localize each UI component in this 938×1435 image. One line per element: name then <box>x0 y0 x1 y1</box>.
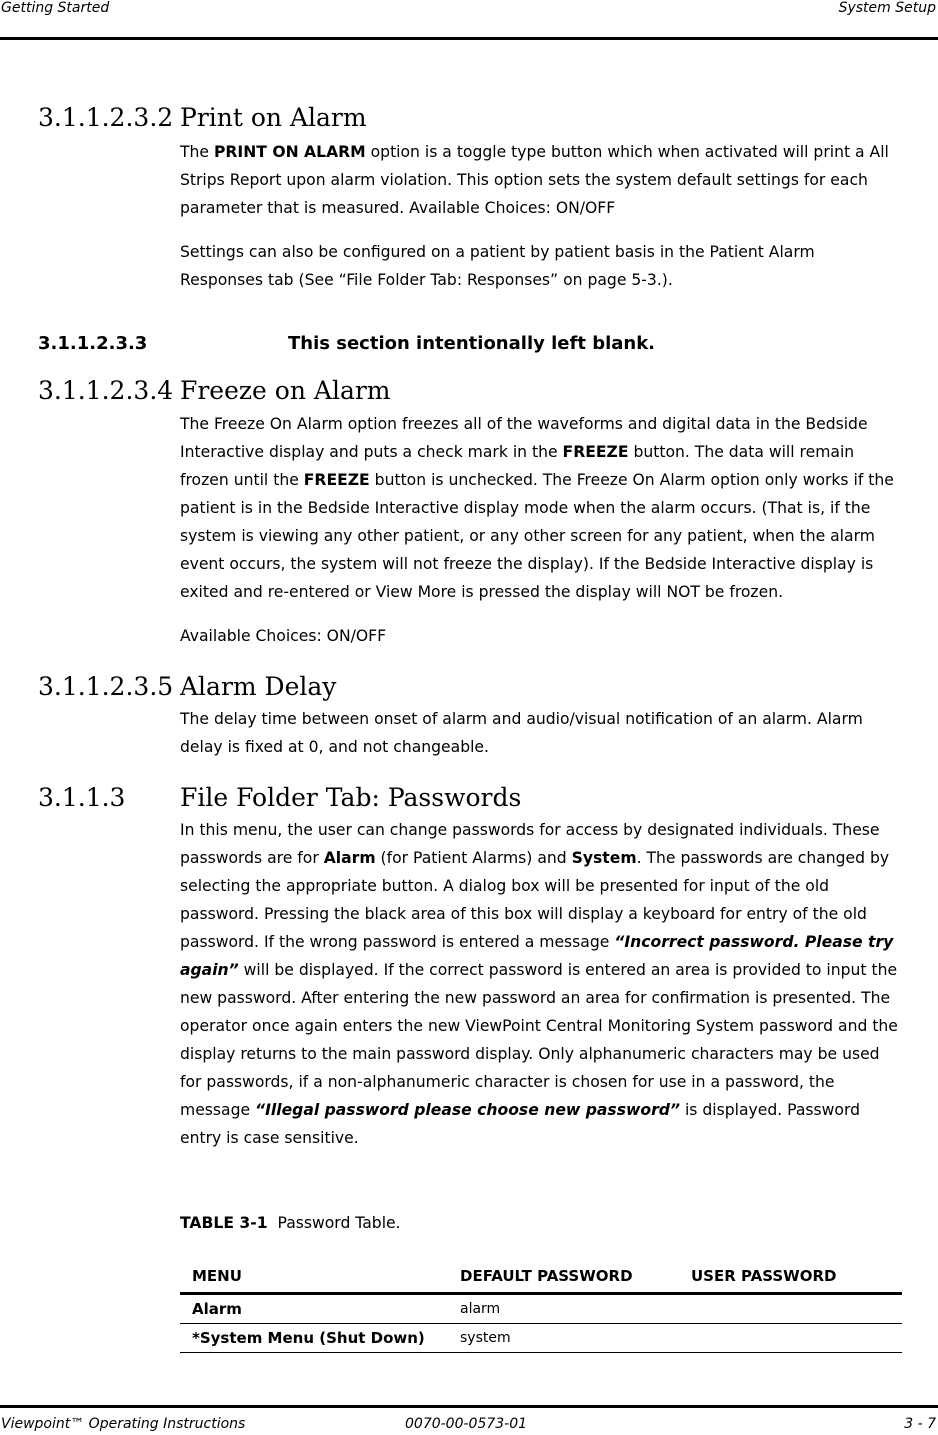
section-title: Print on Alarm <box>180 103 367 132</box>
table-cell <box>679 1294 902 1324</box>
section-number: 3.1.1.2.3.3 <box>38 333 148 354</box>
column-header: DEFAULT PASSWORD <box>448 1260 679 1294</box>
paragraph: In this menu, the user can change passwords for access by designated individuals. These passwords are for Alarm (for Patient Alarms) and System. The passwords are changed by selecting the appropriate button. A dialog box will be presented for input of the old password. Pressing the black area of this box will display a keyboard for entry of the old password. If the wrong password is entered a message “Incorrect password. Please try again” will be displayed. If the correct password is entered an area is provided to input the new password. After entering the new password an area for confirmation is presented. The operator once again enters the new ViewPoint Central Monitoring System password and the display returns to the main password display. Only alphanumeric characters may be used for passwords, if a non-alphanumeric character is chosen for use in a password, the message “Illegal password please choose new password” is displayed. Password entry is case sensitive. <box>180 821 898 1147</box>
password-table <box>180 1260 902 1353</box>
section-title: File Folder Tab: Passwords <box>180 783 522 812</box>
paragraph: Settings can also be configured on a patient by patient basis in the Patient Alarm Responses tab (See “File Folder Tab: Responses” on page 5-3.). <box>180 243 815 289</box>
section-number: 3.1.1.2.3.2 <box>38 103 174 132</box>
table-caption: TABLE 3-1 Password Table. <box>180 1214 401 1232</box>
footer-manual-title: Viewpoint™ Operating Instructions <box>1 1416 246 1432</box>
section-number: 3.1.1.2.3.4 <box>38 376 174 405</box>
page-number: 3 - 7 <box>904 1416 936 1432</box>
section-title: Freeze on Alarm <box>180 376 391 405</box>
page-footer <box>0 1405 938 1435</box>
table-header-row <box>180 1260 902 1294</box>
column-header: USER PASSWORD <box>679 1260 902 1294</box>
section-title: This section intentionally left blank. <box>288 333 656 354</box>
section-title: Alarm Delay <box>180 672 337 701</box>
table-row <box>180 1294 902 1324</box>
footer-part-number: 0070-00-0573-01 <box>405 1416 528 1432</box>
column-header: MENU <box>180 1260 448 1294</box>
header-section: System Setup <box>838 0 936 16</box>
paragraph: The Freeze On Alarm option freezes all of the waveforms and digital data in the Bedside Interactive display and puts a check mark in the FREEZE button. The data will remain frozen until the FREEZE button is unchecked. The Freeze On Alarm option only works if the patient is in the Bedside Interactive display mode when the alarm occurs. (That is, if the system is viewing any other patient, or any other screen for any patient, when the alarm event occurs, the system will not freeze the display). If the Bedside Interactive display is exited and re-entered or View More is pressed the display will NOT be frozen. <box>180 415 894 601</box>
page-header <box>0 0 938 40</box>
section-number: 3.1.1.2.3.5 <box>38 672 174 701</box>
paragraph: The delay time between onset of alarm and audio/visual notification of an alarm. Alarm delay is fixed at 0, and not changeable. <box>180 710 863 756</box>
paragraph: The PRINT ON ALARM option is a toggle type button which when activated will print a All Strips Report upon alarm violation. This option sets the system default settings for each parameter that is measured. Available Choices: ON/OFF <box>180 143 889 217</box>
section-number: 3.1.1.3 <box>38 783 126 812</box>
table-cell: system <box>448 1324 679 1353</box>
paragraph: Available Choices: ON/OFF <box>180 627 387 645</box>
table-cell <box>679 1324 902 1353</box>
table-cell: Alarm <box>180 1294 448 1324</box>
table-cell: *System Menu (Shut Down) <box>180 1324 448 1353</box>
table-row <box>180 1324 902 1353</box>
header-chapter: Getting Started <box>1 0 110 16</box>
table-cell: alarm <box>448 1294 679 1324</box>
